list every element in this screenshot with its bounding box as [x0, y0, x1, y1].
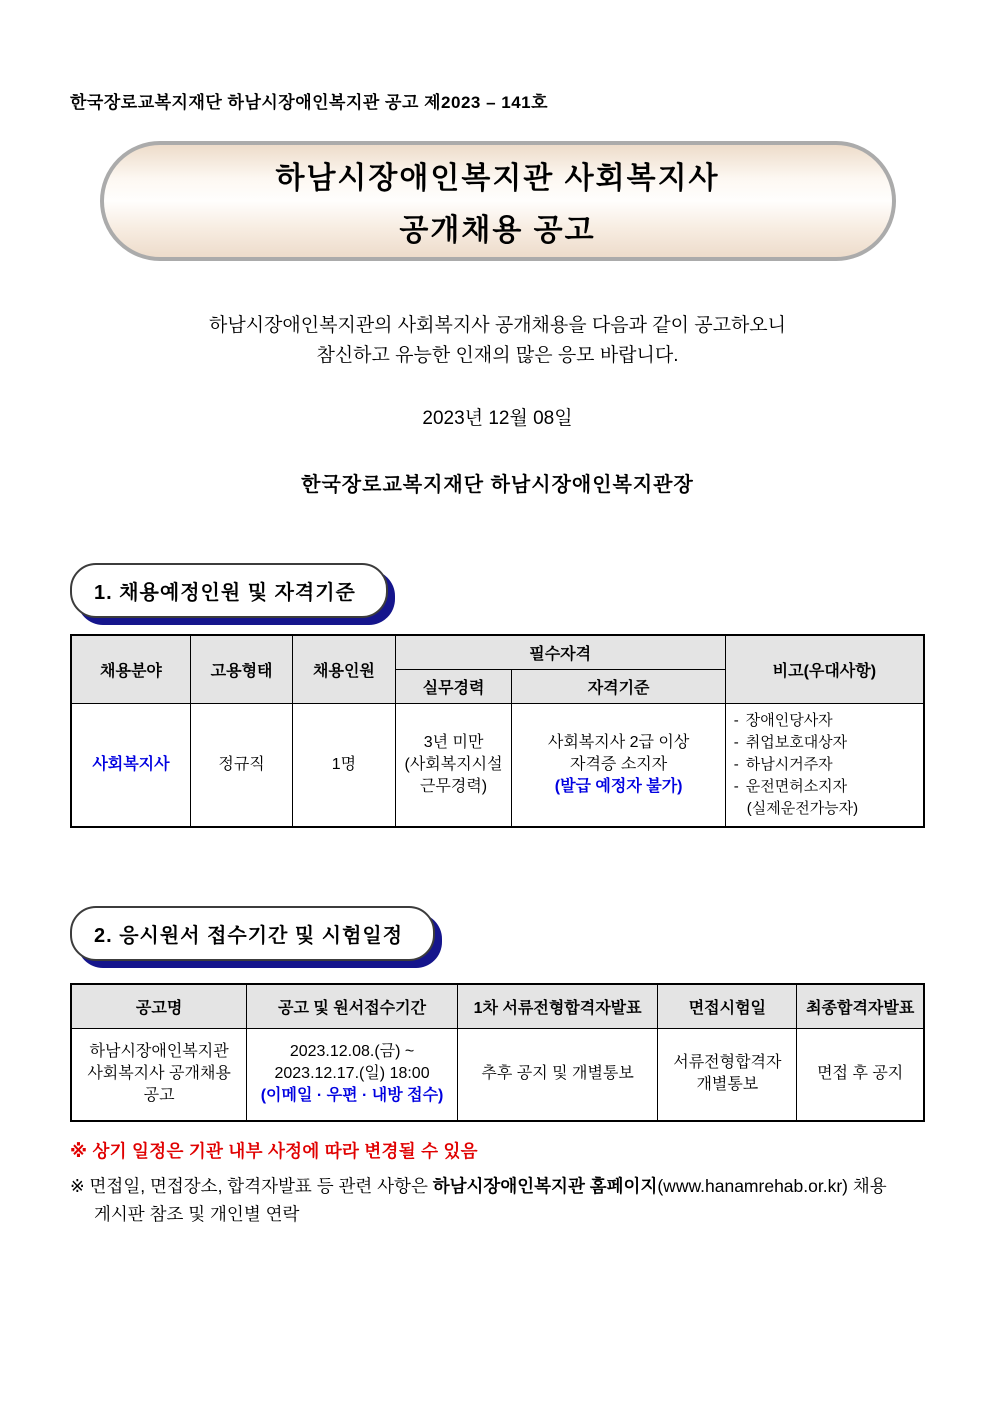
footnote-schedule-change: ※ 상기 일정은 기관 내부 사정에 따라 변경될 수 있음: [70, 1141, 478, 1161]
dash: -: [733, 734, 739, 751]
col-header-employment-type: 고용형태: [190, 635, 292, 704]
standard-line2: 자격증 소지자: [570, 756, 668, 773]
experience-line1: 3년 미만: [423, 734, 484, 751]
experience-line3: 근무경력): [419, 778, 488, 795]
period-method-note: (이메일 · 우편 · 내방 접수): [260, 1087, 444, 1105]
col-header-headcount: 채용인원: [293, 635, 395, 704]
qualification-table: [70, 634, 925, 828]
banner-title-line1: 하남시장애인복지관 사회복지사: [275, 162, 720, 195]
standard-line1: 사회복지사 2급 이상: [547, 734, 690, 751]
standard-note: (발급 예정자 불가): [554, 778, 683, 795]
interview-line1: 서류전형합격자: [673, 1054, 782, 1072]
cell-first-screening: 추후 공지 및 개별통보: [457, 1028, 657, 1121]
footnote-contact-info: ※ 면접일, 면접장소, 합격자발표 등 관련 사항은 하남시장애인복지관 홈페이지(www.hanamrehab.or.kr) 채용: [70, 1176, 887, 1196]
dash: -: [733, 712, 739, 729]
remark-item: - 장애인당사자: [734, 710, 919, 732]
cell-standard: [512, 704, 725, 828]
remark-item: - 취업보호대상자: [734, 732, 919, 754]
col-header-final-result: 최종합격자발표: [797, 984, 924, 1028]
table-row: [71, 1028, 924, 1121]
section-2-header-row: [70, 906, 925, 961]
notice-number: 한국장로교복지재단 하남시장애인복지관 공고 제2023 – 141호: [70, 93, 549, 112]
cell-headcount: 1명: [293, 704, 395, 828]
remark-sub-item: (실제운전가능자): [746, 800, 859, 817]
intro-line2: 참신하고 유능한 인재의 많은 응모 바랍니다.: [316, 345, 679, 366]
section-1-header-row: [70, 563, 925, 618]
period-line2: 2023.12.17.(일) 18:00: [274, 1065, 430, 1083]
dash: -: [733, 756, 739, 773]
cell-remarks: [725, 704, 924, 828]
schedule-table: [70, 983, 925, 1122]
notice-name-line2: 사회복지사 공개채용: [87, 1065, 231, 1083]
table-row: [71, 704, 924, 828]
col-header-field: 채용분야: [71, 635, 190, 704]
col-header-notice-name: 공고명: [71, 984, 247, 1028]
table-header-row: [71, 984, 924, 1028]
banner-title-line2: 공개채용 공고: [399, 214, 596, 247]
period-line1: 2023.12.08.(금) ~: [289, 1043, 415, 1061]
experience-line2: (사회복지시설: [404, 756, 503, 773]
remark-item: - 운전면허소지자: [734, 776, 919, 798]
announcement-date: 2023년 12월 08일: [422, 408, 573, 429]
col-header-first-screening: 1차 서류전형합격자발표: [457, 984, 657, 1028]
cell-field: 사회복지사: [71, 704, 190, 828]
title-banner: [100, 141, 896, 261]
notice-name-line1: 하남시장애인복지관: [89, 1043, 229, 1061]
signature: 한국장로교복지재단 하남시장애인복지관장: [301, 474, 694, 496]
interview-line2: 개별통보: [696, 1076, 759, 1094]
section-1-title: 1. 채용예정인원 및 자격기준: [70, 563, 388, 618]
col-header-interview-date: 면접시험일: [658, 984, 797, 1028]
remark-item: - 하남시거주자: [734, 754, 919, 776]
homepage-url: (www.hanamrehab.or.kr): [657, 1176, 848, 1196]
dash: -: [733, 778, 739, 795]
col-header-experience: 실무경력: [395, 670, 512, 704]
cell-interview-date: [658, 1028, 797, 1121]
notice-name-line3: 공고: [143, 1087, 175, 1105]
section-2-title: 2. 응시원서 접수기간 및 시험일정: [70, 906, 435, 961]
col-header-application-period: 공고 및 원서접수기간: [247, 984, 458, 1028]
col-header-remarks: 비고(우대사항): [725, 635, 924, 704]
intro-paragraph: [70, 311, 925, 371]
footnote-contact-info-cont: 게시판 참조 및 개인별 연락: [94, 1204, 300, 1224]
table-header-row: [71, 635, 924, 670]
cell-final-result: 면접 후 공지: [797, 1028, 924, 1121]
cell-notice-name: [71, 1028, 247, 1121]
cell-application-period: [247, 1028, 458, 1121]
cell-employment-type: 정규직: [190, 704, 292, 828]
cell-experience: [395, 704, 512, 828]
col-header-required-qualification: 필수자격: [395, 635, 725, 670]
homepage-label: 하남시장애인복지관 홈페이지: [432, 1176, 658, 1196]
col-header-standard: 자격기준: [512, 670, 725, 704]
intro-line1: 하남시장애인복지관의 사회복지사 공개채용을 다음과 같이 공고하오니: [208, 315, 786, 336]
